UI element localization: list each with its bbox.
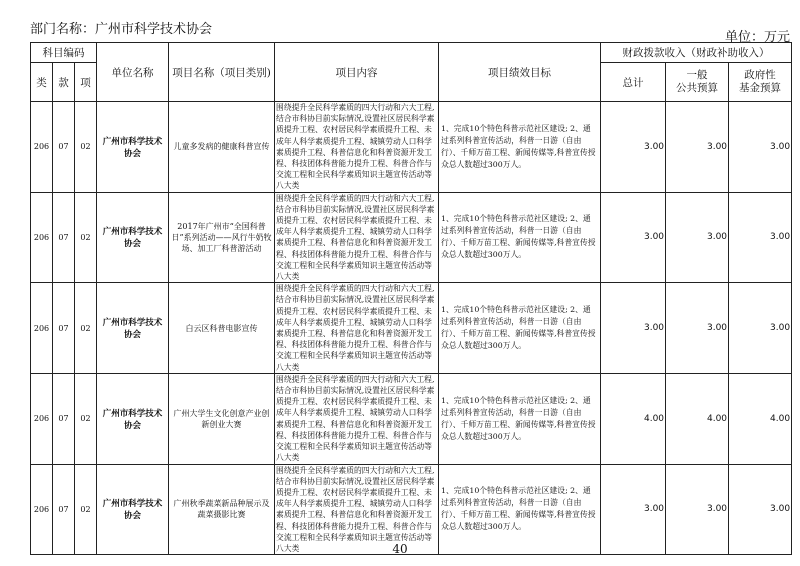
table-row bbox=[31, 102, 792, 193]
content-cell: 围绕提升全民科学素质的四大行动和六大工程,结合市科协目前实际情况,设置社区居民科学素质提升工程、农村居民科学素质提升工程、未成年人科学素质提升工程、城镇劳动人口科学素质提升工程、科普信息化和科普资源开发工程、科技团体科普能力提升工程、科普合作与交流工程和全民科学素质知识主题宣传活动等八大类 bbox=[275, 102, 439, 193]
goal-cell: 1、完成10个特色科普示范社区建设; 2、通过系列科普宣传活动，科普一日游（自由行）、千师万苗工程、新闻传媒等,科普宣传授众总人数超过300万人。 bbox=[439, 464, 601, 555]
kuan-cell: 07 bbox=[53, 283, 75, 374]
general-budget-cell: 3.00 bbox=[666, 102, 729, 193]
project-cell: 儿童多发病的健康科普宣传 bbox=[169, 102, 275, 193]
kuan-cell: 07 bbox=[53, 192, 75, 283]
lei-cell: 206 bbox=[31, 464, 53, 555]
content-cell: 围绕提升全民科学素质的四大行动和六大工程,结合市科协目前实际情况,设置社区居民科学素质提升工程、农村居民科学素质提升工程、未成年人科学素质提升工程、城镇劳动人口科学素质提升工程、科普信息化和科普资源开发工程、科技团体科普能力提升工程、科普合作与交流工程和全民科学素质知识主题宣传活动等八大类 bbox=[275, 373, 439, 464]
project-cell: 白云区科普电影宣传 bbox=[169, 283, 275, 374]
lei-cell: 206 bbox=[31, 283, 53, 374]
unit-name-header: 单位名称 bbox=[97, 43, 169, 102]
fund-budget-cell: 3.00 bbox=[729, 102, 792, 193]
lei-cell: 206 bbox=[31, 192, 53, 283]
project-content-header: 项目内容 bbox=[275, 43, 439, 102]
unit-cell: 广州市科学技术协会 bbox=[97, 373, 169, 464]
unit-cell: 广州市科学技术协会 bbox=[97, 283, 169, 374]
fund-budget-cell: 4.00 bbox=[729, 373, 792, 464]
general-budget-cell: 3.00 bbox=[666, 464, 729, 555]
unit-cell: 广州市科学技术协会 bbox=[97, 464, 169, 555]
xiang-cell: 02 bbox=[75, 102, 97, 193]
page-number: 40 bbox=[392, 542, 408, 556]
project-cell: 广州大学生文化创意产业创新创业大赛 bbox=[169, 373, 275, 464]
project-cell: 广州秋季蔬菜新品种展示及蔬菜摄影比赛 bbox=[169, 464, 275, 555]
lei-cell: 206 bbox=[31, 373, 53, 464]
fund-budget-cell: 3.00 bbox=[729, 192, 792, 283]
general-budget-cell: 4.00 bbox=[666, 373, 729, 464]
content-cell: 围绕提升全民科学素质的四大行动和六大工程,结合市科协目前实际情况,设置社区居民科学素质提升工程、农村居民科学素质提升工程、未成年人科学素质提升工程、城镇劳动人口科学素质提升工程、科普信息化和科普资源开发工程、科技团体科普能力提升工程、科普合作与交流工程和全民科学素质知识主题宣传活动等八大类 bbox=[275, 464, 439, 555]
total-cell: 3.00 bbox=[601, 192, 666, 283]
goal-cell: 1、完成10个特色科普示范社区建设; 2、通过系列科普宣传活动，科普一日游（自由行）、千师万苗工程、新闻传媒等,科普宣传授众总人数超过300万人。 bbox=[439, 283, 601, 374]
total-cell: 3.00 bbox=[601, 102, 666, 193]
kuan-cell: 07 bbox=[53, 464, 75, 555]
budget-table bbox=[30, 42, 792, 555]
table-row bbox=[31, 373, 792, 464]
unit-label: 单位：万元 bbox=[724, 30, 790, 45]
general-budget-cell: 3.00 bbox=[666, 283, 729, 374]
total-cell: 3.00 bbox=[601, 283, 666, 374]
xiang-cell: 02 bbox=[75, 192, 97, 283]
xiang-cell: 02 bbox=[75, 464, 97, 555]
department-name: 部门名称：广州市科学技术协会 bbox=[30, 22, 213, 37]
general-budget-cell: 3.00 bbox=[666, 192, 729, 283]
goal-cell: 1、完成10个特色科普示范社区建设; 2、通过系列科普宣传活动，科普一日游（自由行）、千师万苗工程、新闻传媒等,科普宣传授众总人数超过300万人。 bbox=[439, 192, 601, 283]
lei-header: 类 bbox=[31, 63, 53, 102]
xiang-header: 项 bbox=[75, 63, 97, 102]
fiscal-income-header: 财政拨款收入（财政补助收入） bbox=[601, 43, 792, 63]
kuan-header: 款 bbox=[53, 63, 75, 102]
total-cell: 3.00 bbox=[601, 464, 666, 555]
kuan-cell: 07 bbox=[53, 373, 75, 464]
table-row bbox=[31, 283, 792, 374]
total-cell: 4.00 bbox=[601, 373, 666, 464]
unit-cell: 广州市科学技术协会 bbox=[97, 102, 169, 193]
subject-code-header: 科目编码 bbox=[31, 43, 97, 63]
project-name-header: 项目名称（项目类别) bbox=[169, 43, 275, 102]
lei-cell: 206 bbox=[31, 102, 53, 193]
general-budget-header: 一般 公共预算 bbox=[666, 63, 729, 102]
total-header: 总计 bbox=[601, 63, 666, 102]
goal-cell: 1、完成10个特色科普示范社区建设; 2、通过系列科普宣传活动，科普一日游（自由行）、千师万苗工程、新闻传媒等,科普宣传授众总人数超过300万人。 bbox=[439, 102, 601, 193]
fund-budget-cell: 3.00 bbox=[729, 283, 792, 374]
fund-budget-header: 政府性 基金预算 bbox=[729, 63, 792, 102]
unit-cell: 广州市科学技术协会 bbox=[97, 192, 169, 283]
performance-goal-header: 项目绩效目标 bbox=[439, 43, 601, 102]
content-cell: 围绕提升全民科学素质的四大行动和六大工程,结合市科协目前实际情况,设置社区居民科学素质提升工程、农村居民科学素质提升工程、未成年人科学素质提升工程、城镇劳动人口科学素质提升工程、科普信息化和科普资源开发工程、科技团体科普能力提升工程、科普合作与交流工程和全民科学素质知识主题宣传活动等八大类 bbox=[275, 283, 439, 374]
goal-cell: 1、完成10个特色科普示范社区建设; 2、通过系列科普宣传活动，科普一日游（自由行）、千师万苗工程、新闻传媒等,科普宣传授众总人数超过300万人。 bbox=[439, 373, 601, 464]
kuan-cell: 07 bbox=[53, 102, 75, 193]
fund-budget-cell: 3.00 bbox=[729, 464, 792, 555]
table-row bbox=[31, 192, 792, 283]
xiang-cell: 02 bbox=[75, 283, 97, 374]
project-cell: 2017年广州市“全国科普日”系列活动——风行牛奶牧场、加工厂科普游活动 bbox=[169, 192, 275, 283]
content-cell: 围绕提升全民科学素质的四大行动和六大工程,结合市科协目前实际情况,设置社区居民科学素质提升工程、农村居民科学素质提升工程、未成年人科学素质提升工程、城镇劳动人口科学素质提升工程、科普信息化和科普资源开发工程、科技团体科普能力提升工程、科普合作与交流工程和全民科学素质知识主题宣传活动等八大类 bbox=[275, 192, 439, 283]
xiang-cell: 02 bbox=[75, 373, 97, 464]
